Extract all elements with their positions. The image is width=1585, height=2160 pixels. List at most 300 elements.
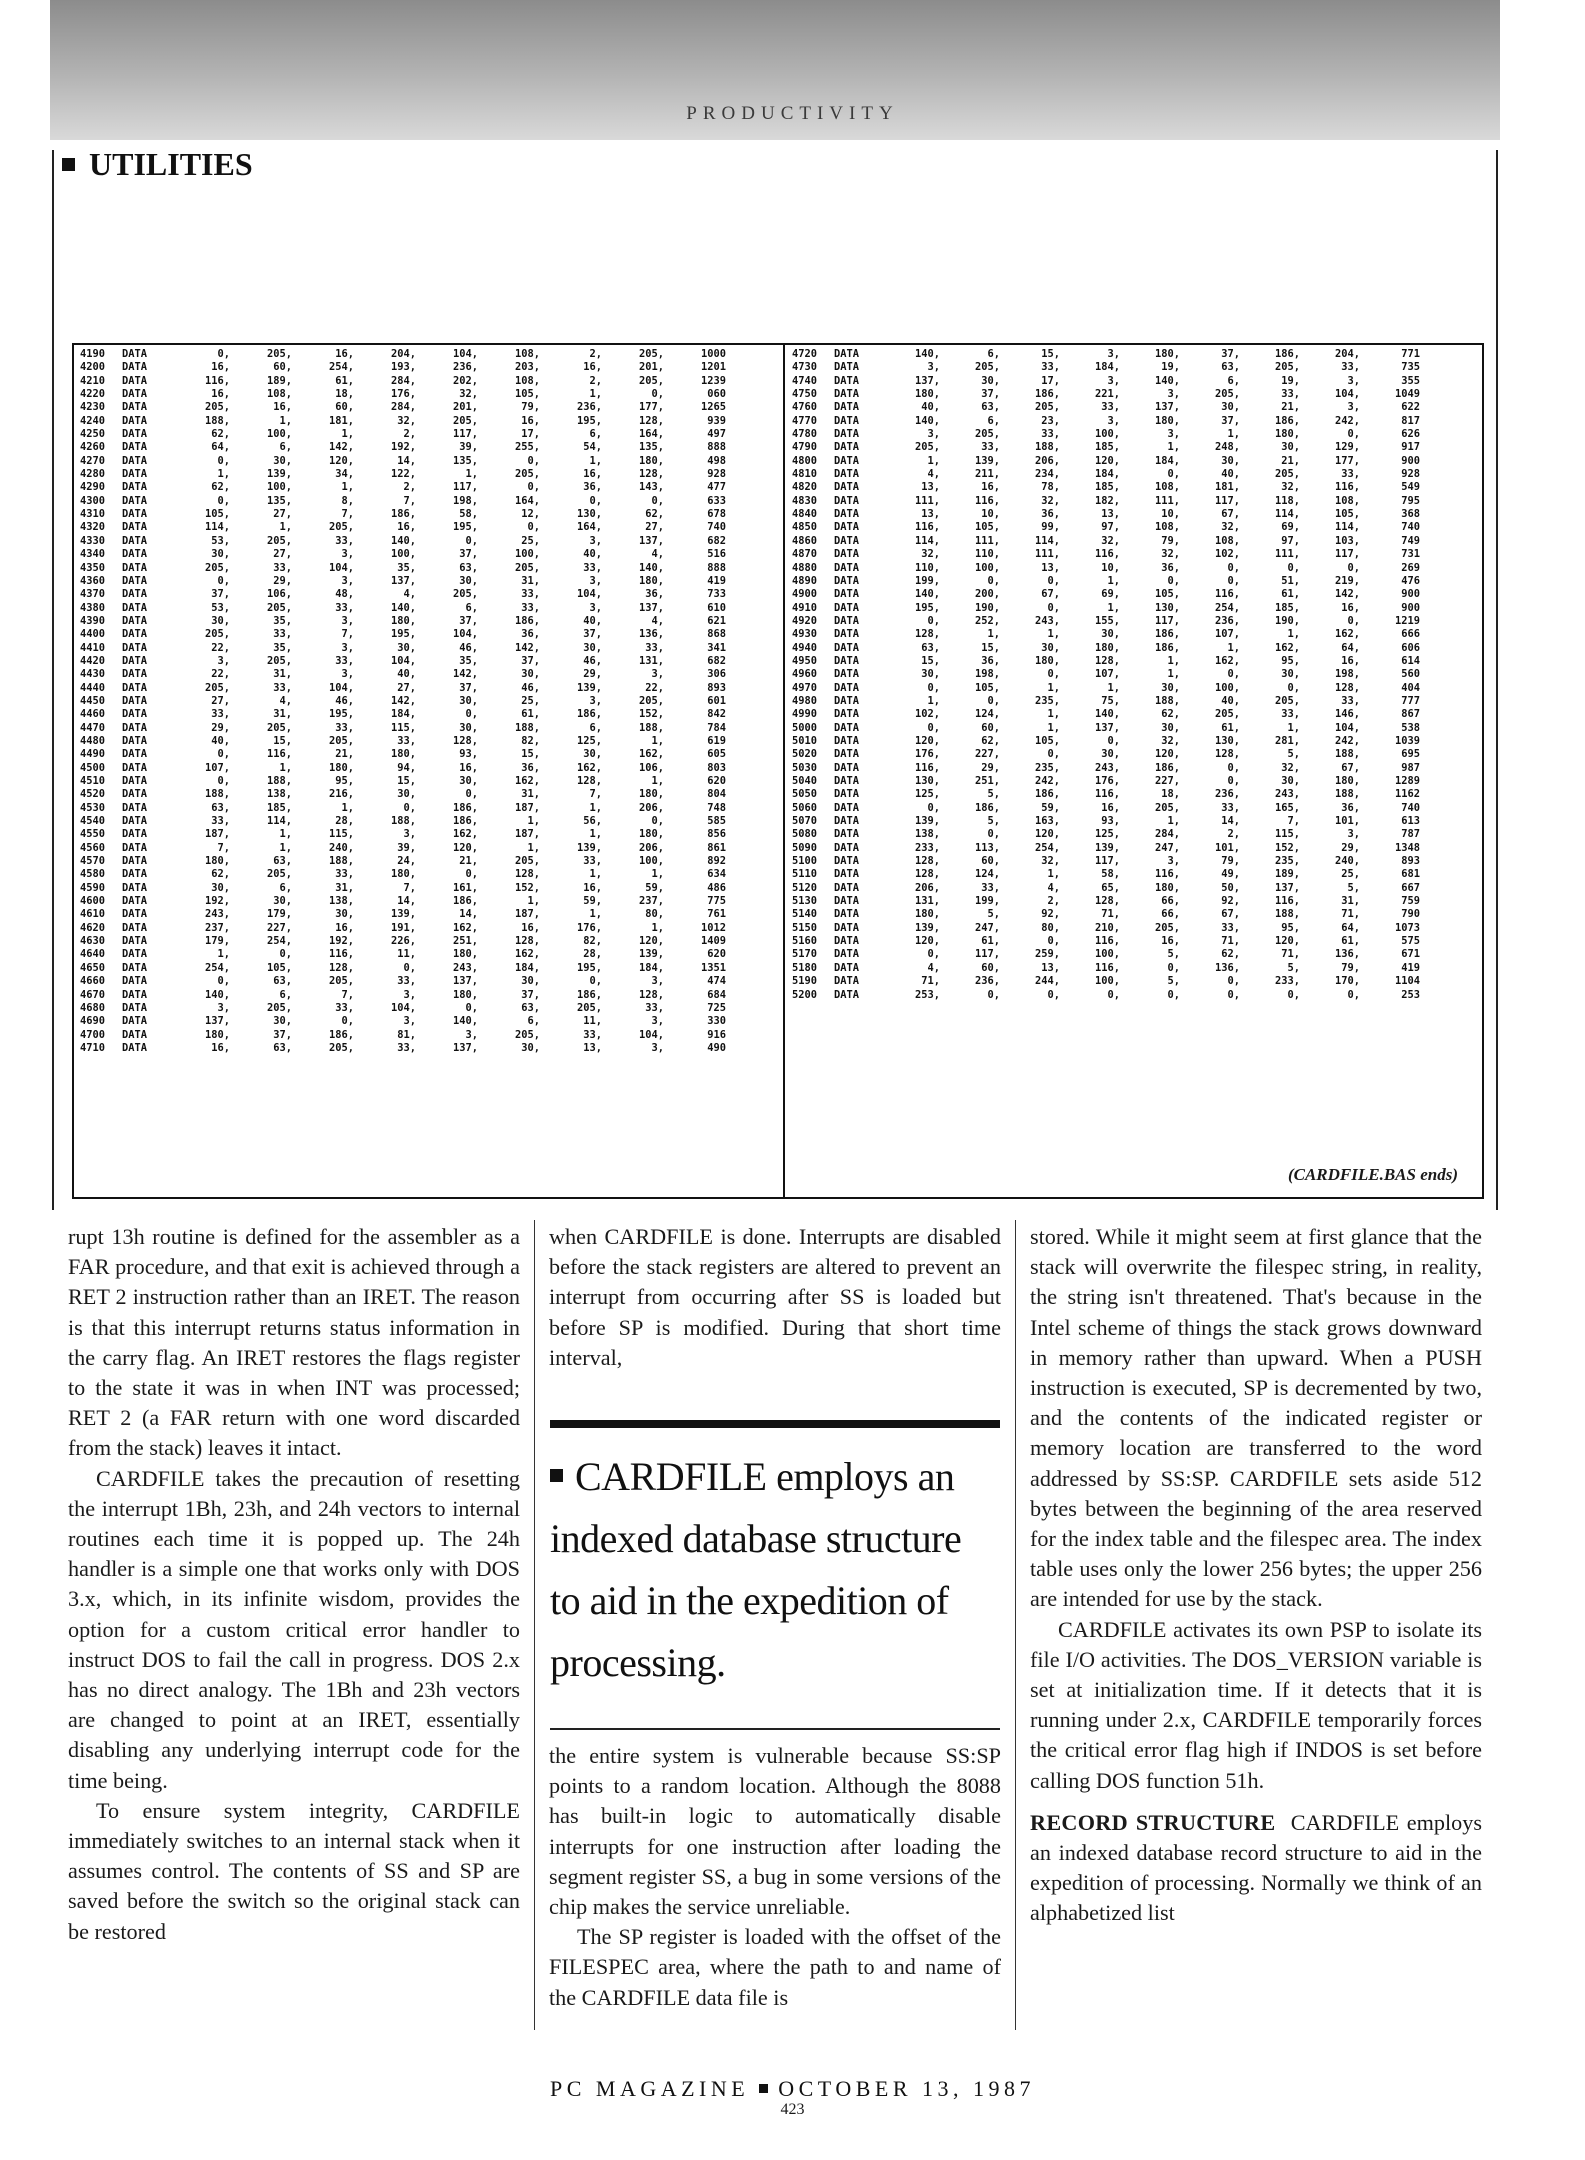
data-value: 188, [390, 815, 416, 828]
data-value: 1, [1167, 668, 1180, 681]
data-keyword: DATA [834, 534, 860, 547]
data-value: 666 [1401, 628, 1420, 641]
listing-line [792, 695, 1474, 708]
line-number: 5100 [792, 855, 818, 868]
data-value: 186, [576, 708, 602, 721]
data-value: 0, [1167, 468, 1180, 481]
listing-line [792, 989, 1474, 1002]
data-value: 1039 [1394, 734, 1420, 747]
data-value: 46, [583, 654, 602, 667]
data-keyword: DATA [122, 681, 148, 694]
data-keyword: DATA [834, 481, 860, 494]
data-value: 180, [1154, 348, 1180, 360]
data-value: 474 [707, 975, 726, 988]
data-value: 14, [397, 454, 416, 467]
data-value: 97, [1101, 521, 1120, 534]
line-number: 4890 [792, 574, 818, 587]
data-value: 259, [1034, 948, 1060, 961]
data-keyword: DATA [122, 775, 148, 787]
data-value: 27, [645, 521, 664, 534]
data-value: 254, [1034, 841, 1060, 854]
data-keyword: DATA [834, 895, 860, 908]
line-number: 5070 [792, 815, 818, 828]
data-value: 162, [576, 761, 602, 774]
listing-line [80, 868, 778, 881]
listing-line [792, 788, 1474, 801]
data-value: 184, [1154, 454, 1180, 467]
data-keyword: DATA [834, 948, 860, 961]
data-value: 205, [266, 868, 292, 881]
data-value: 0, [1227, 988, 1240, 1001]
data-value: 30, [273, 1015, 292, 1028]
line-number: 4660 [80, 975, 106, 988]
data-value: 0, [1047, 574, 1060, 587]
data-value: 116, [328, 948, 354, 961]
data-value: 117, [1154, 614, 1180, 627]
line-number: 5030 [792, 761, 818, 774]
data-value: 117, [974, 948, 1000, 961]
data-value: 2, [1227, 828, 1240, 841]
data-value: 731 [1401, 548, 1420, 561]
data-value: 0, [217, 494, 230, 507]
listing-line [80, 495, 778, 508]
data-value: 16, [1101, 801, 1120, 814]
data-value: 63, [921, 641, 940, 654]
data-value: 253 [1401, 988, 1420, 1001]
data-value: 790 [1401, 908, 1420, 921]
data-value: 1289 [1394, 775, 1420, 787]
data-value: 7, [341, 628, 354, 641]
data-value: 37, [211, 588, 230, 601]
data-value: 46, [335, 694, 354, 707]
data-value: 1265 [700, 401, 726, 414]
line-number: 4520 [80, 788, 106, 801]
data-value: 37, [459, 681, 478, 694]
data-value: 1049 [1394, 388, 1420, 401]
data-value: 254, [1214, 601, 1240, 614]
data-value: 137, [638, 601, 664, 614]
data-value: 61, [1221, 721, 1240, 734]
data-value: 24, [397, 855, 416, 868]
data-value: 107, [204, 761, 230, 774]
data-value: 137, [914, 374, 940, 387]
listing-line [80, 1015, 778, 1028]
data-value: 0, [1047, 935, 1060, 948]
data-keyword: DATA [122, 494, 148, 507]
data-value: 733 [707, 588, 726, 601]
data-value: 233, [914, 841, 940, 854]
data-value: 60, [981, 721, 1000, 734]
listing-line [792, 868, 1474, 881]
data-value: 139, [638, 948, 664, 961]
data-value: 140, [914, 588, 940, 601]
data-value: 37, [1221, 414, 1240, 427]
data-value: 1, [279, 414, 292, 427]
line-number: 4610 [80, 908, 106, 921]
data-value: 7, [403, 881, 416, 894]
data-value: 61, [521, 708, 540, 721]
data-keyword: DATA [122, 1028, 148, 1041]
data-value: 33, [583, 1028, 602, 1041]
data-value: 476 [1401, 574, 1420, 587]
data-value: 162, [452, 828, 478, 841]
data-value: 893 [1401, 855, 1420, 868]
data-value: 210, [1094, 921, 1120, 934]
data-value: 3, [589, 574, 602, 587]
data-value: 195, [576, 961, 602, 974]
data-value: 62, [1221, 948, 1240, 961]
data-value: 419 [1401, 961, 1420, 974]
data-value: 1, [1047, 868, 1060, 881]
data-value: 33, [645, 641, 664, 654]
data-value: 7, [341, 988, 354, 1001]
listing-line [80, 748, 778, 761]
data-value: 16, [1161, 935, 1180, 948]
data-value: 7, [1287, 815, 1300, 828]
footer-date: OCTOBER 13, 1987 [778, 2076, 1035, 2101]
data-value: 205, [266, 534, 292, 547]
data-value: 16, [521, 921, 540, 934]
data-value: 0, [527, 521, 540, 534]
data-value: 10, [1101, 561, 1120, 574]
data-value: 100, [1094, 428, 1120, 441]
data-keyword: DATA [122, 454, 148, 467]
data-value: 1, [1107, 681, 1120, 694]
data-value: 1, [927, 454, 940, 467]
listing-line [792, 602, 1474, 615]
listing-line [80, 735, 778, 748]
data-value: 0, [1287, 988, 1300, 1001]
data-value: 939 [707, 414, 726, 427]
data-value: 900 [1401, 588, 1420, 601]
data-value: 152, [638, 708, 664, 721]
data-keyword: DATA [834, 428, 860, 441]
data-value: 684 [707, 988, 726, 1001]
bullet-square-icon [759, 2084, 768, 2093]
data-value: 30, [521, 1041, 540, 1054]
data-value: 3, [1167, 855, 1180, 868]
line-number: 4580 [80, 868, 106, 881]
data-value: 40, [397, 668, 416, 681]
data-value: 33, [645, 1001, 664, 1014]
data-value: 19, [1161, 361, 1180, 374]
data-value: 10, [1161, 508, 1180, 521]
data-value: 0, [465, 534, 478, 547]
data-value: 128, [914, 855, 940, 868]
line-number: 4600 [80, 895, 106, 908]
data-value: 80, [1041, 921, 1060, 934]
listing-line [80, 855, 778, 868]
data-value: 142, [328, 441, 354, 454]
line-number: 5000 [792, 721, 818, 734]
line-number: 4390 [80, 614, 106, 627]
data-value: 188, [328, 855, 354, 868]
data-value: 1, [1107, 601, 1120, 614]
line-number: 5150 [792, 921, 818, 934]
data-value: 0, [217, 775, 230, 787]
listing-line [80, 428, 778, 441]
data-value: 114, [266, 815, 292, 828]
text-column-3 [1030, 1222, 1482, 2032]
data-value: 1, [589, 868, 602, 881]
data-value: 30, [397, 788, 416, 801]
data-value: 30, [459, 694, 478, 707]
data-value: 34, [335, 468, 354, 481]
data-value: 39, [397, 841, 416, 854]
data-value: 0, [927, 948, 940, 961]
data-value: 33, [1221, 921, 1240, 934]
data-value: 31, [521, 788, 540, 801]
data-value: 206, [1034, 454, 1060, 467]
listing-line [80, 895, 778, 908]
data-value: 205, [974, 428, 1000, 441]
data-value: 198, [974, 668, 1000, 681]
data-value: 16, [335, 921, 354, 934]
data-value: 51, [1281, 574, 1300, 587]
data-value: 33, [1341, 361, 1360, 374]
line-number: 4380 [80, 601, 106, 614]
listing-line [792, 375, 1474, 388]
data-value: 63, [211, 801, 230, 814]
data-value: 1, [1167, 815, 1180, 828]
line-number: 4490 [80, 748, 106, 761]
line-number: 5130 [792, 895, 818, 908]
data-value: 4, [927, 961, 940, 974]
data-value: 186, [452, 895, 478, 908]
data-value: 205, [328, 734, 354, 747]
data-value: 54, [583, 441, 602, 454]
data-value: 186, [1034, 388, 1060, 401]
data-value: 180, [390, 748, 416, 761]
data-keyword: DATA [834, 881, 860, 894]
data-value: 254, [204, 961, 230, 974]
line-number: 4480 [80, 734, 106, 747]
line-number: 4980 [792, 694, 818, 707]
data-value: 186, [1154, 628, 1180, 641]
data-value: 16, [583, 881, 602, 894]
data-value: 67, [1221, 908, 1240, 921]
data-value: 79, [1161, 534, 1180, 547]
data-value: 186, [974, 801, 1000, 814]
data-value: 1, [217, 468, 230, 481]
data-value: 33, [397, 734, 416, 747]
data-value: 247, [974, 921, 1000, 934]
data-value: 204, [390, 348, 416, 360]
data-value: 78, [1041, 481, 1060, 494]
data-value: 856 [707, 828, 726, 841]
line-number: 4620 [80, 921, 106, 934]
data-value: 3, [465, 1028, 478, 1041]
data-value: 0, [927, 681, 940, 694]
data-value: 681 [1401, 868, 1420, 881]
data-value: 205, [1274, 468, 1300, 481]
data-value: 110, [974, 548, 1000, 561]
data-value: 71, [1281, 948, 1300, 961]
line-number: 4450 [80, 694, 106, 707]
data-value: 100, [390, 548, 416, 561]
data-value: 1, [1227, 428, 1240, 441]
data-value: 740 [1401, 801, 1420, 814]
data-value: 8, [341, 494, 354, 507]
data-value: 1, [1167, 654, 1180, 667]
listing-line [80, 642, 778, 655]
data-keyword: DATA [834, 521, 860, 534]
data-value: 211, [974, 468, 1000, 481]
paragraph: To ensure system integrity, CARDFILE immediately switches to an internal stack when it assumes control. The contents of SS and SP are saved before the switch so the original stack can be restored [68, 1797, 520, 1944]
data-value: 180, [204, 855, 230, 868]
data-value: 128, [514, 868, 540, 881]
data-value: 30, [583, 641, 602, 654]
data-value: 784 [707, 721, 726, 734]
data-value: 99, [1041, 521, 1060, 534]
data-value: 185, [1094, 441, 1120, 454]
data-value: 33, [583, 561, 602, 574]
data-value: 136, [1214, 961, 1240, 974]
listing-line [80, 908, 778, 921]
data-value: 490 [707, 1041, 726, 1054]
data-value: 33, [211, 708, 230, 721]
data-value: 867 [1401, 708, 1420, 721]
line-number: 5020 [792, 748, 818, 761]
data-value: 3, [341, 574, 354, 587]
data-value: 182, [1094, 494, 1120, 507]
data-value: 37, [583, 628, 602, 641]
listing-line [792, 642, 1474, 655]
data-value: 330 [707, 1015, 726, 1028]
data-value: 37, [521, 988, 540, 1001]
data-value: 3, [651, 1041, 664, 1054]
listing-line [80, 1002, 778, 1015]
run-in-text: CARDFILE employs an indexed database record structure to aid in the expedition of processing. Normally we think of an alphabetized list [1030, 1809, 1482, 1926]
data-value: 128, [914, 868, 940, 881]
line-number: 5060 [792, 801, 818, 814]
line-number: 4340 [80, 548, 106, 561]
data-value: 0, [1047, 748, 1060, 761]
data-value: 195, [576, 414, 602, 427]
pull-quote-top-rule [550, 1420, 1000, 1428]
data-value: 205, [514, 561, 540, 574]
listing-line [792, 468, 1474, 481]
data-value: 82, [521, 734, 540, 747]
data-value: 186, [328, 1028, 354, 1041]
data-value: 497 [707, 428, 726, 441]
data-value: 199, [974, 895, 1000, 908]
data-value: 115, [390, 721, 416, 734]
data-keyword: DATA [834, 775, 860, 787]
data-value: 0, [1047, 601, 1060, 614]
listing-line [80, 668, 778, 681]
data-value: 139, [576, 841, 602, 854]
data-value: 6, [279, 988, 292, 1001]
data-value: 116, [1094, 788, 1120, 801]
data-value: 37, [459, 614, 478, 627]
data-value: 1, [279, 761, 292, 774]
data-keyword: DATA [834, 801, 860, 814]
data-keyword: DATA [834, 574, 860, 587]
data-value: 140, [1154, 374, 1180, 387]
listing-line [80, 521, 778, 534]
data-value: 253, [914, 988, 940, 1001]
column-rule [1015, 1220, 1016, 2030]
data-value: 53, [211, 601, 230, 614]
data-value: 95, [1281, 921, 1300, 934]
data-value: 3, [1167, 428, 1180, 441]
data-value: 140, [204, 988, 230, 1001]
data-value: 227, [1154, 775, 1180, 787]
data-keyword: DATA [834, 961, 860, 974]
data-value: 180, [328, 761, 354, 774]
data-value: 30, [211, 614, 230, 627]
data-value: 243, [452, 961, 478, 974]
data-value: 25, [1341, 868, 1360, 881]
data-value: 0, [1107, 988, 1120, 1001]
data-value: 195, [452, 521, 478, 534]
data-value: 29, [1341, 841, 1360, 854]
text-column-2-top [549, 1222, 1001, 1392]
data-value: 0, [1227, 561, 1240, 574]
data-value: 0, [927, 614, 940, 627]
line-number: 4700 [80, 1028, 106, 1041]
data-value: 137, [390, 574, 416, 587]
data-value: 62, [981, 734, 1000, 747]
data-value: 205, [266, 601, 292, 614]
data-value: 19, [1281, 374, 1300, 387]
paragraph: when CARDFILE is done. Interrupts are disabled before the stack registers are altered to prevent an interrupt from occurring after SS is loaded but before SP is modified. During that short time interval, [549, 1224, 1001, 1370]
data-value: 538 [1401, 721, 1420, 734]
data-value: 0, [1047, 988, 1060, 1001]
data-value: 190, [974, 601, 1000, 614]
data-value: 633 [707, 494, 726, 507]
data-value: 236, [974, 975, 1000, 988]
data-value: 205, [204, 628, 230, 641]
data-value: 115, [1274, 828, 1300, 841]
data-value: 842 [707, 708, 726, 721]
data-value: 7, [341, 508, 354, 521]
data-value: 186, [1154, 641, 1180, 654]
code-listing-box [72, 343, 1484, 1199]
line-number: 4710 [80, 1041, 106, 1054]
data-keyword: DATA [834, 548, 860, 561]
data-value: 205, [1274, 361, 1300, 374]
listing-right-column [792, 348, 1474, 1002]
line-number: 5180 [792, 961, 818, 974]
data-value: 71, [1221, 935, 1240, 948]
data-value: 36, [1041, 508, 1060, 521]
data-value: 69, [1281, 521, 1300, 534]
data-value: 678 [707, 508, 726, 521]
data-keyword: DATA [834, 601, 860, 614]
data-value: 120, [1094, 454, 1120, 467]
data-value: 32, [1281, 761, 1300, 774]
data-value: 136, [638, 628, 664, 641]
data-value: 164, [514, 494, 540, 507]
data-value: 142, [452, 668, 478, 681]
data-value: 193, [390, 361, 416, 374]
data-value: 198, [1334, 668, 1360, 681]
listing-line [792, 735, 1474, 748]
listing-line [80, 722, 778, 735]
listing-line [792, 455, 1474, 468]
data-value: 128, [1094, 654, 1120, 667]
data-value: 80, [645, 908, 664, 921]
data-value: 63, [273, 975, 292, 988]
listing-line [792, 508, 1474, 521]
footer [0, 2076, 1585, 2102]
data-value: 180, [638, 454, 664, 467]
data-value: 137, [1094, 721, 1120, 734]
data-value: 25, [521, 534, 540, 547]
data-value: 192, [328, 935, 354, 948]
